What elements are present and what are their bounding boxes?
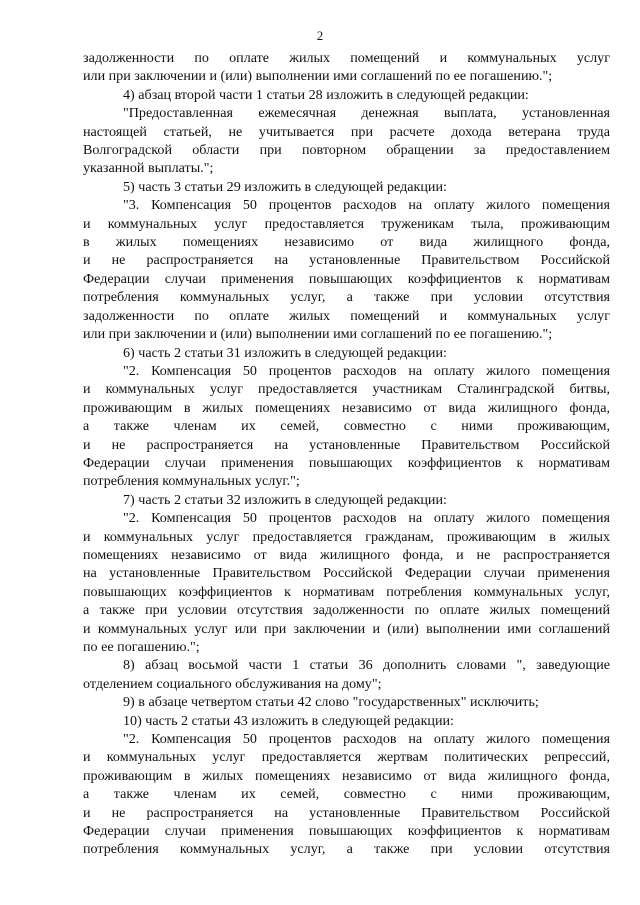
paragraph-line: 10) часть 2 статьи 43 изложить в следующей редакции: — [123, 712, 454, 729]
paragraph-line: а также членам их семей, совместно с ними проживающим, — [83, 418, 610, 435]
paragraph-line: повышающих коэффициентов к нормативам потребления коммунальных услуг, — [83, 583, 610, 600]
paragraph-line: по ее погашению."; — [83, 639, 200, 655]
paragraph-line: или при заключении и (или) выполнении ими соглашений по ее погашению."; — [83, 326, 553, 343]
paragraph-line: и не распространяется на установленные Правительством Российской — [83, 436, 610, 453]
paragraph-line: и коммунальных услуг предоставляется жертвам политических репрессий, — [83, 749, 610, 766]
paragraph-line: а также при условии отсутствия задолженности по оплате жилых помещений — [83, 602, 610, 619]
paragraph-line: Федерации случаи применения повышающих коэффициентов к нормативам — [83, 823, 610, 840]
paragraph-line: "2. Компенсация 50 процентов расходов на оплату жилого помещения — [123, 731, 610, 748]
paragraph-line: "Предоставленная ежемесячная денежная выплата, установленная — [123, 105, 610, 122]
paragraph-line: потребления коммунальных услуг, а также при условии отсутствия — [83, 289, 610, 306]
paragraph-line: 7) часть 2 статьи 32 изложить в следующей редакции: — [123, 491, 447, 508]
paragraph-line: 8) абзац восьмой части 1 статьи 36 дополнить словами ", заведующие — [123, 657, 610, 674]
page-number: 2 — [316, 28, 324, 43]
paragraph-line: "3. Компенсация 50 процентов расходов на оплату жилого помещения — [123, 197, 610, 214]
paragraph-line: и не распространяется на установленные Правительством Российской — [83, 804, 610, 821]
paragraph-line: на установленные Правительством Российской Федерации случаи применения — [83, 565, 610, 582]
paragraph-line: 9) в абзаце четвертом статьи 42 слово "государственных" исключить; — [123, 694, 539, 711]
paragraph-line: потребления коммунальных услуг."; — [83, 473, 300, 490]
paragraph-line: потребления коммунальных услуг, а также при условии отсутствия — [83, 841, 610, 858]
paragraph-line: "2. Компенсация 50 процентов расходов на оплату жилого помещения — [123, 510, 610, 527]
paragraph-line: задолженности по оплате жилых помещений и коммунальных услуг — [83, 307, 610, 324]
paragraph-line: "2. Компенсация 50 процентов расходов на оплату жилого помещения — [123, 362, 610, 379]
paragraph-line: и не распространяется на установленные Правительством Российской — [83, 252, 610, 269]
paragraph-line: Федерации случаи применения повышающих коэффициентов к нормативам — [83, 270, 610, 287]
paragraph-line: проживающим в жилых помещениях независимо от вида жилищного фонда, — [83, 767, 610, 784]
paragraph-line: в жилых помещениях независимо от вида жилищного фонда, — [83, 234, 610, 251]
paragraph-line: Федерации случаи применения повышающих коэффициентов к нормативам — [83, 454, 610, 471]
paragraph-line: проживающим в жилых помещениях независимо от вида жилищного фонда, — [83, 399, 610, 416]
paragraph-line: помещениях независимо от вида жилищного фонда, и не распространяется — [83, 546, 610, 563]
paragraph-line: и коммунальных услуг или при заключении и (или) выполнении ими соглашений — [83, 620, 610, 637]
paragraph-line: 4) абзац второй части 1 статьи 28 изложить в следующей редакции: — [123, 86, 529, 103]
paragraph-line: настоящей статьей, не учитывается при расчете дохода ветерана труда — [83, 123, 610, 140]
paragraph-line: указанной выплаты."; — [83, 160, 214, 177]
document-body — [83, 49, 610, 859]
paragraph-line: или при заключении и (или) выполнении ими соглашений по ее погашению."; — [83, 68, 553, 85]
paragraph-line: отделением социального обслуживания на дому"; — [83, 675, 382, 692]
paragraph-line: а также членам их семей, совместно с ними проживающим, — [83, 786, 610, 803]
paragraph-line: задолженности по оплате жилых помещений и коммунальных услуг — [83, 50, 610, 66]
paragraph-line: 5) часть 3 статьи 29 изложить в следующей редакции: — [123, 178, 447, 195]
paragraph-line: и коммунальных услуг предоставляется труженикам тыла, проживающим — [83, 215, 610, 232]
paragraph-line: 6) часть 2 статьи 31 изложить в следующей редакции: — [123, 344, 447, 361]
paragraph-line: и коммунальных услуг предоставляется участникам Сталинградской битвы, — [83, 381, 610, 398]
paragraph-line: и коммунальных услуг предоставляется гражданам, проживающим в жилых — [83, 528, 610, 545]
paragraph-line: Волгоградской области при повторном обращении за предоставлением — [83, 142, 610, 159]
